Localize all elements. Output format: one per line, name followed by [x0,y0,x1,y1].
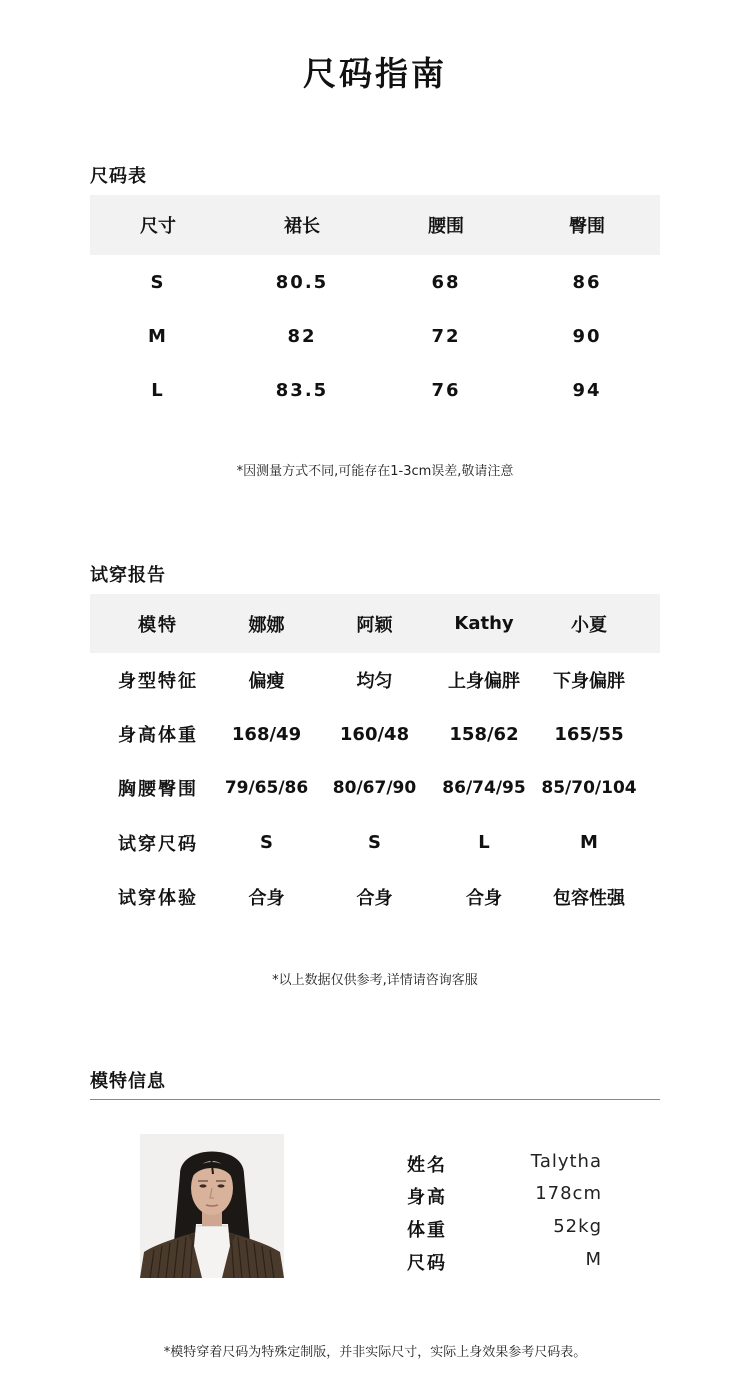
fit-header-model-1: 娜娜 [248,614,285,636]
length-cell: 80.5 [275,271,329,293]
table-cell: 86/74/95 [442,778,526,799]
model-info-heading: 模特信息 [90,1071,166,1092]
section-divider [90,1099,660,1100]
fit-header-model-3: Kathy [454,613,514,634]
table-row [90,761,660,815]
table-cell: M [580,832,598,854]
table-cell: 均匀 [356,671,393,693]
table-row [90,653,660,707]
model-name-label: 姓名 [407,1155,447,1176]
model-name-value: Talytha [530,1151,602,1172]
length-cell: 83.5 [275,379,329,401]
size-cell: M [148,325,168,347]
row-label: 胸腰臀围 [118,779,198,801]
size-chart-table [90,195,660,417]
row-label: 身型特征 [118,671,198,693]
row-label: 身高体重 [118,725,198,747]
table-cell: 下身偏胖 [553,671,625,693]
table-cell: 合身 [466,887,502,909]
table-cell: L [478,832,490,854]
row-label: 试穿尺码 [118,833,198,855]
table-cell: 包容性强 [553,887,625,909]
size-cell: S [150,271,166,293]
table-cell: 79/65/86 [224,778,309,799]
size-header-hip: 臀围 [569,216,605,237]
table-cell: 85/70/104 [541,778,637,799]
table-row [90,309,660,363]
fit-header-model-2: 阿颖 [356,614,393,636]
hip-cell: 94 [572,379,602,401]
size-header-size: 尺寸 [140,216,176,237]
table-cell: 168/49 [231,723,302,745]
table-cell: 160/48 [339,723,410,745]
model-size-value: M [585,1249,602,1270]
table-row [90,816,660,870]
hip-cell: 86 [572,271,602,293]
length-cell: 82 [287,325,317,347]
model-photo [140,1134,284,1278]
size-header-waist: 腰围 [428,216,464,237]
fit-header-model-4: 小夏 [571,614,607,636]
size-cell: L [151,379,165,401]
model-weight-value: 52kg [553,1216,602,1237]
table-cell: S [368,832,381,854]
waist-cell: 76 [431,379,461,401]
size-chart-heading: 尺码表 [90,166,147,187]
fit-header-model: 模特 [138,614,178,636]
table-cell: 上身偏胖 [448,671,520,693]
model-size-label: 尺码 [407,1253,447,1274]
table-cell: 合身 [248,887,285,909]
table-row [90,363,660,417]
model-weight-label: 体重 [407,1220,447,1241]
fit-report-table [90,594,660,924]
waist-cell: 72 [431,325,461,347]
footer-note: *模特穿着尺码为特殊定制版，并非实际尺寸，实际上身效果参考尺码表。 [163,1345,587,1360]
size-chart-header-row [90,195,660,255]
row-label: 试穿体验 [118,887,198,909]
fit-report-header-row [90,594,660,653]
table-cell: 158/62 [449,723,519,745]
table-row [90,870,660,924]
model-height-value: 178cm [535,1183,602,1204]
table-row [90,255,660,309]
table-cell: 合身 [356,887,393,909]
table-cell: S [260,832,273,854]
hip-cell: 90 [572,325,602,347]
table-cell: 偏瘦 [248,671,285,693]
table-cell: 80/67/90 [332,778,417,799]
table-cell: 165/55 [554,723,624,745]
fit-report-heading: 试穿报告 [90,565,166,586]
table-row [90,707,660,761]
size-chart-note: *因测量方式不同,可能存在1-3cm误差,敬请注意 [236,464,514,479]
waist-cell: 68 [431,271,461,293]
model-height-label: 身高 [407,1187,447,1208]
size-header-length: 裙长 [284,216,320,237]
page-title: 尺码指南 [303,54,447,93]
fit-report-note: *以上数据仅供参考,详情请咨询客服 [272,973,478,988]
